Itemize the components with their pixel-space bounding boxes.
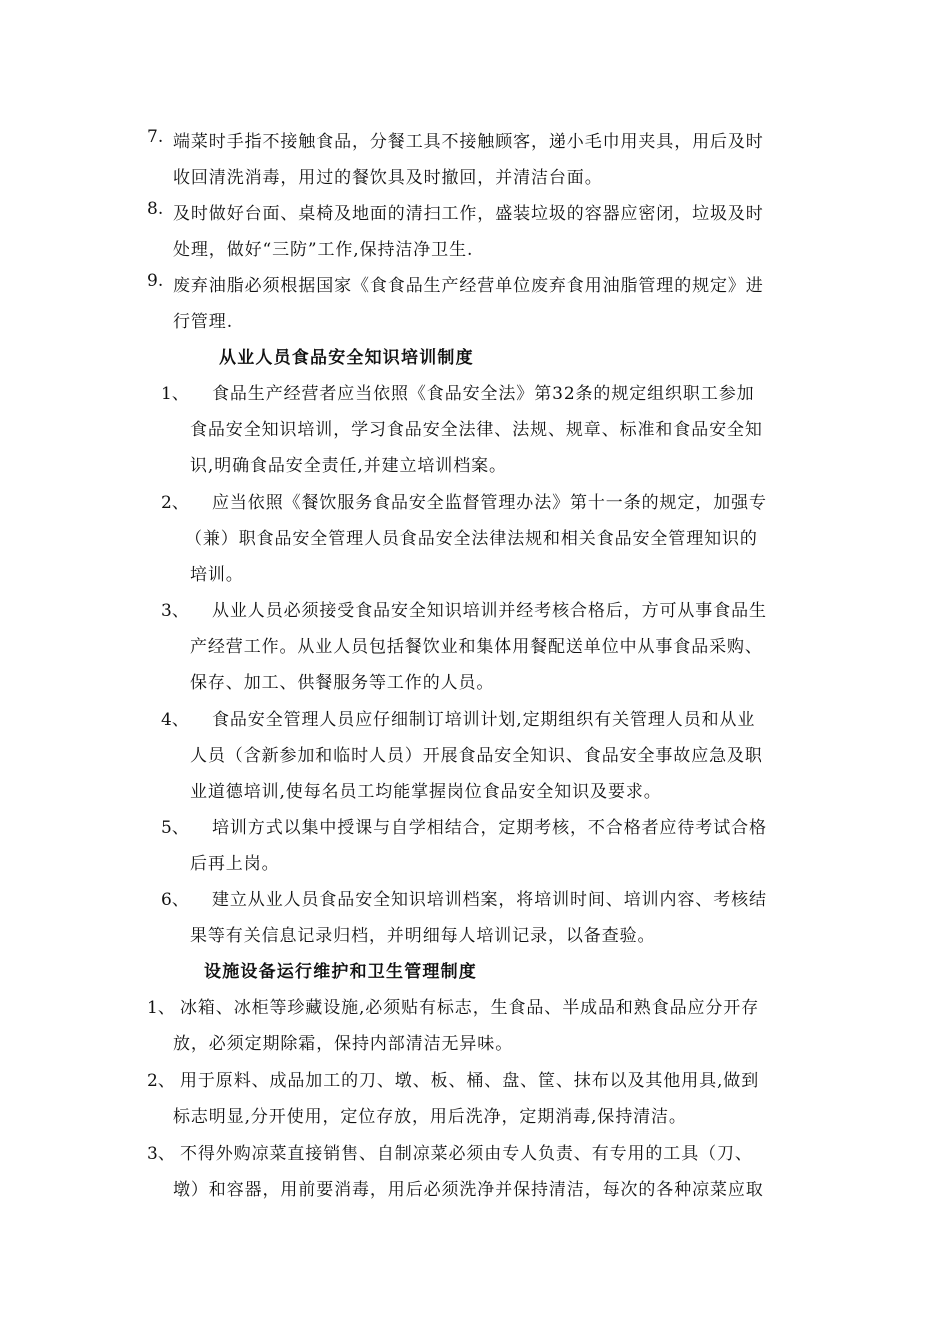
list-text-line: 处理，做好“三防”工作,保持洁净卫生. (173, 240, 474, 260)
list-number: 5、 (161, 818, 189, 838)
list-text-line: 人员（含新参加和临时人员）开展食品安全知识、食品安全事故应急及职 (190, 746, 763, 766)
list-text-line: 从业人员必须接受食品安全知识培训并经考核合格后，方可从事食品生 (212, 601, 767, 621)
section-heading: 设施设备运行维护和卫生管理制度 (204, 962, 477, 982)
list-text-line: （兼）职食品安全管理人员食品安全法律法规和相关食品安全管理知识的 (185, 529, 758, 549)
list-text-line: 放，必须定期除霜，保持内部清洁无异味。 (173, 1034, 514, 1054)
list-text-line: 果等有关信息记录归档，并明细每人培训记录，以备查验。 (190, 926, 656, 946)
list-text-line: 食品安全知识培训，学习食品安全法律、法规、规章、标准和食品安全知 (190, 420, 763, 440)
list-text-line: 用于原料、成品加工的刀、墩、板、桶、盘、筐、抹布以及其他用具,做到 (180, 1071, 760, 1091)
list-number: 1、 (161, 384, 189, 404)
list-text-line: 培训。 (190, 565, 244, 585)
list-text-line: 业道德培训,使每名员工均能掌握岗位食品安全知识及要求。 (190, 782, 662, 802)
list-text-line: 端菜时手指不接触食品，分餐工具不接触顾客，递小毛巾用夹具，用后及时 (173, 132, 764, 152)
list-number: 9. (147, 271, 164, 291)
list-number: 2、 (147, 1071, 175, 1091)
list-number: 4、 (161, 710, 189, 730)
list-text-line: 识,明确食品安全责任,并建立培训档案。 (190, 456, 507, 476)
list-text-line: 食品生产经营者应当依照《食品安全法》第32条的规定组织职工参加 (212, 384, 755, 404)
list-text-line: 收回清洗消毒，用过的餐饮具及时撤回，并清洁台面。 (173, 168, 603, 188)
section-heading: 从业人员食品安全知识培训制度 (219, 348, 474, 368)
list-text-line: 及时做好台面、桌椅及地面的清扫工作，盛装垃圾的容器应密闭，垃圾及时 (173, 204, 764, 224)
list-number: 1、 (147, 998, 175, 1018)
list-text-line: 墩）和容器，用前要消毒，用后必须洗净并保持清洁，每次的各种凉菜应取 (173, 1180, 764, 1200)
list-text-line: 应当依照《餐饮服务食品安全监督管理办法》第十一条的规定，加强专 (212, 493, 767, 513)
list-text-line: 培训方式以集中授课与自学相结合，定期考核，不合格者应待考试合格 (212, 818, 767, 838)
list-text-line: 冰箱、冰柜等珍藏设施,必须贴有标志，生食品、半成品和熟食品应分开存 (180, 998, 760, 1018)
list-text-line: 产经营工作。从业人员包括餐饮业和集体用餐配送单位中从事食品采购、 (190, 637, 763, 657)
list-text-line: 食品安全管理人员应仔细制订培训计划,定期组织有关管理人员和从业 (212, 710, 756, 730)
list-number: 6、 (161, 890, 189, 910)
list-text-line: 保存、加工、供餐服务等工作的人员。 (190, 673, 495, 693)
list-number: 3、 (147, 1144, 175, 1164)
list-number: 7. (147, 127, 164, 147)
list-text-line: 废弃油脂必须根据国家《食食品生产经营单位废弃食用油脂管理的规定》进 (173, 276, 764, 296)
list-number: 3、 (161, 601, 189, 621)
list-text-line: 不得外购凉菜直接销售、自制凉菜必须由专人负责、有专用的工具（刀、 (180, 1144, 753, 1164)
list-text-line: 行管理. (173, 312, 234, 332)
list-number: 8. (147, 199, 164, 219)
list-text-line: 后再上岗。 (190, 854, 280, 874)
list-text-line: 标志明显,分开使用，定位存放，用后洗净，定期消毒,保持清洁。 (173, 1107, 687, 1127)
list-number: 2、 (161, 493, 189, 513)
list-text-line: 建立从业人员食品安全知识培训档案，将培训时间、培训内容、考核结 (212, 890, 767, 910)
